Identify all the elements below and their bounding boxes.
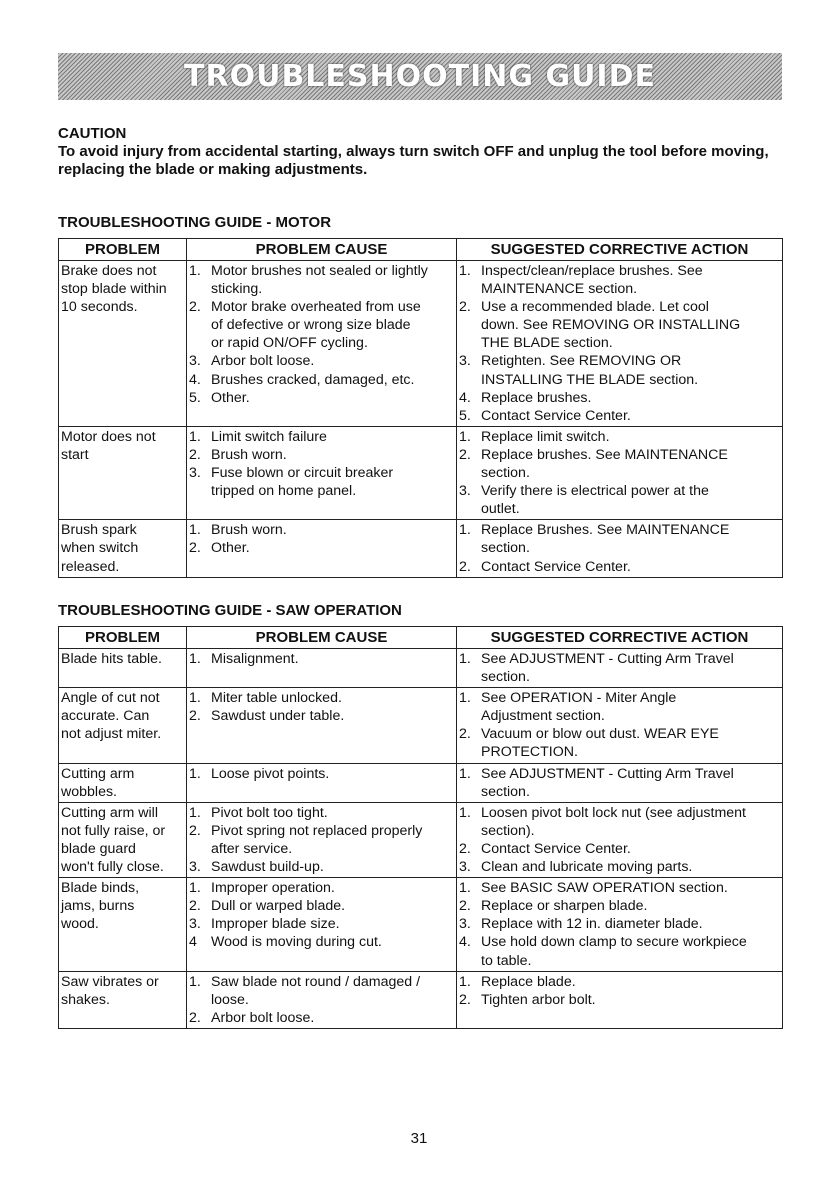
item-number: 1. — [459, 690, 471, 707]
cause-cell — [187, 520, 457, 577]
table-row — [59, 878, 783, 971]
problem-cell: Saw vibrates or shakes. — [59, 971, 187, 1028]
item-number: 2. — [189, 898, 201, 915]
action-list — [459, 804, 782, 876]
item-number: 1. — [459, 651, 471, 667]
item-text: See OPERATION - Miter Angle Adjustment section. — [481, 690, 677, 725]
action-cell — [457, 649, 783, 688]
table-row — [59, 802, 783, 877]
list-item — [459, 689, 782, 725]
cause-cell — [187, 261, 457, 427]
list-item — [459, 482, 782, 518]
item-number: 3. — [459, 483, 471, 500]
header-problem-cause: PROBLEM CAUSE — [187, 627, 457, 649]
action-cell — [457, 878, 783, 971]
item-number: 4 — [189, 934, 197, 951]
header-problem: PROBLEM — [59, 627, 187, 649]
motor-table — [58, 238, 783, 578]
problem-cell: Blade binds, jams, burns wood. — [59, 878, 187, 971]
item-number: 1. — [189, 880, 201, 897]
item-text: Loose pivot points. — [211, 765, 330, 782]
item-text: Vacuum or blow out dust. WEAR EYE PROTECTION. — [481, 726, 719, 761]
item-number: 1. — [459, 428, 471, 445]
cause-list — [189, 973, 456, 1027]
item-number: 3. — [189, 353, 201, 370]
cause-cell — [187, 802, 457, 877]
caution-label: CAUTION — [58, 125, 127, 142]
item-number: 2. — [459, 991, 471, 1008]
problem-cell: Angle of cut not accurate. Can not adjust miter. — [59, 688, 187, 763]
problem-cell: Cutting arm will not fully raise, or blade guard won't fully close. — [59, 802, 187, 877]
table-row — [59, 426, 783, 519]
table-row — [59, 763, 783, 802]
list-item — [459, 879, 782, 897]
item-text: Misalignment. — [211, 651, 299, 667]
item-text: Clean and lubricate moving parts. — [481, 859, 693, 876]
item-text: Replace brushes. See MAINTENANCE section. — [481, 446, 728, 482]
item-number: 2. — [189, 299, 201, 316]
item-text: Sawdust under table. — [211, 708, 345, 725]
item-text: Arbor bolt loose. — [211, 353, 315, 370]
list-item — [189, 1009, 456, 1027]
item-text: Improper blade size. — [211, 916, 340, 933]
problem-cell: Brush spark when switch released. — [59, 520, 187, 577]
item-number: 5. — [189, 389, 201, 406]
item-text: Contact Service Center. — [481, 407, 631, 424]
list-item — [189, 822, 456, 858]
item-number: 3. — [189, 859, 201, 876]
item-number: 1. — [459, 765, 471, 782]
problem-cell: Motor does not start — [59, 426, 187, 519]
item-text: Tighten arbor bolt. — [481, 991, 596, 1008]
list-item — [459, 389, 782, 407]
item-text: Motor brushes not sealed or lightly sticking. — [211, 263, 428, 298]
item-text: Motor brake overheated from use of defective or wrong size blade or rapid ON/OFF cycling. — [211, 299, 421, 352]
list-item — [189, 804, 456, 822]
item-text: Use hold down clamp to secure workpiece to table. — [481, 934, 747, 969]
item-number: 2. — [189, 822, 201, 839]
list-item — [189, 298, 456, 352]
action-cell — [457, 520, 783, 577]
item-number: 1. — [459, 522, 471, 539]
list-item — [189, 352, 456, 370]
list-item — [459, 558, 782, 576]
item-number: 1. — [189, 804, 201, 821]
list-item — [189, 464, 456, 500]
list-item — [459, 298, 782, 352]
action-cell — [457, 971, 783, 1028]
table-row — [59, 688, 783, 763]
list-item — [189, 933, 456, 951]
item-text: Miter table unlocked. — [211, 690, 342, 707]
list-item — [459, 446, 782, 482]
item-number: 2. — [459, 898, 471, 915]
action-list — [459, 428, 782, 518]
cause-list — [189, 804, 456, 876]
list-item — [189, 858, 456, 876]
header-corrective-action: SUGGESTED CORRECTIVE ACTION — [457, 239, 783, 261]
title-banner — [58, 53, 782, 100]
item-number: 4. — [189, 371, 201, 388]
list-item — [459, 991, 782, 1009]
list-item — [459, 262, 782, 298]
cause-list — [189, 689, 456, 725]
item-number: 2. — [189, 446, 201, 463]
list-item — [459, 858, 782, 876]
item-text: Verify there is electrical power at the outlet. — [481, 483, 709, 518]
page-title: TROUBLESHOOTING GUIDE — [184, 59, 656, 94]
list-item — [189, 262, 456, 298]
item-number: 1. — [189, 651, 201, 667]
item-text: Saw blade not round / damaged / loose. — [211, 973, 421, 1008]
cause-cell — [187, 878, 457, 971]
item-text: Inspect/clean/replace brushes. See MAINTENANCE section. — [481, 263, 703, 298]
action-list — [459, 973, 782, 1009]
list-item — [189, 915, 456, 933]
action-list — [459, 650, 782, 686]
action-cell — [457, 688, 783, 763]
item-number: 2. — [459, 558, 471, 575]
caution-block — [58, 125, 788, 179]
item-text: Dull or warped blade. — [211, 898, 346, 915]
list-item — [189, 879, 456, 897]
list-item — [459, 840, 782, 858]
motor-table-body — [59, 261, 783, 578]
item-text: Replace limit switch. — [481, 428, 610, 445]
action-list — [459, 262, 782, 425]
item-text: Replace with 12 in. diameter blade. — [481, 916, 703, 933]
item-text: Replace Brushes. See MAINTENANCE section. — [481, 522, 730, 557]
item-text: Other. — [211, 540, 250, 557]
action-list — [459, 689, 782, 761]
item-number: 1. — [459, 973, 471, 990]
item-text: Arbor bolt loose. — [211, 1009, 315, 1026]
item-number: 1. — [459, 263, 471, 279]
list-item — [189, 539, 456, 557]
action-cell — [457, 426, 783, 519]
item-number: 5. — [459, 407, 471, 424]
cause-list — [189, 428, 456, 500]
item-number: 3. — [189, 916, 201, 933]
list-item — [459, 804, 782, 840]
item-text: Limit switch failure — [211, 428, 327, 445]
item-number: 3. — [459, 353, 471, 370]
item-text: See ADJUSTMENT - Cutting Arm Travel section. — [481, 765, 734, 800]
action-cell — [457, 763, 783, 802]
item-text: Pivot bolt too tight. — [211, 804, 328, 821]
cause-cell — [187, 426, 457, 519]
list-item — [459, 725, 782, 761]
list-item — [189, 897, 456, 915]
item-number: 2. — [189, 1009, 201, 1026]
list-item — [459, 915, 782, 933]
item-number: 1. — [189, 263, 201, 279]
list-item — [459, 933, 782, 969]
item-number: 1. — [459, 804, 471, 821]
item-text: Brush worn. — [211, 446, 287, 463]
item-text: Loosen pivot bolt lock nut (see adjustment section). — [481, 804, 746, 839]
motor-section-title: TROUBLESHOOTING GUIDE - MOTOR — [58, 214, 332, 231]
list-item — [459, 650, 782, 686]
cause-list — [189, 521, 456, 557]
item-text: Wood is moving during cut. — [211, 934, 382, 951]
header-problem: PROBLEM — [59, 239, 187, 261]
cause-cell — [187, 763, 457, 802]
table-row — [59, 520, 783, 577]
item-text: See ADJUSTMENT - Cutting Arm Travel section. — [481, 651, 734, 686]
list-item — [189, 707, 456, 725]
saw-table-header — [59, 627, 783, 649]
header-problem-cause: PROBLEM CAUSE — [187, 239, 457, 261]
list-item — [189, 371, 456, 389]
item-text: Improper operation. — [211, 880, 335, 897]
action-list — [459, 765, 782, 801]
table-row — [59, 971, 783, 1028]
cause-cell — [187, 649, 457, 688]
item-text: Brushes cracked, damaged, etc. — [211, 371, 415, 388]
header-corrective-action: SUGGESTED CORRECTIVE ACTION — [457, 627, 783, 649]
list-item — [189, 689, 456, 707]
cause-list — [189, 879, 456, 951]
item-number: 2. — [189, 540, 201, 557]
caution-text: To avoid injury from accidental starting, always turn switch OFF and unplug the tool before moving, replacing the blade or making adjustments. — [58, 143, 769, 178]
table-row — [59, 649, 783, 688]
motor-table-header — [59, 239, 783, 261]
saw-table-body — [59, 649, 783, 1029]
problem-cell: Blade hits table. — [59, 649, 187, 688]
item-text: Other. — [211, 389, 250, 406]
item-number: 2. — [459, 446, 471, 463]
item-text: Contact Service Center. — [481, 558, 631, 575]
table-row — [59, 261, 783, 427]
item-text: Sawdust build-up. — [211, 859, 324, 876]
item-number: 1. — [189, 973, 201, 990]
item-text: Retighten. See REMOVING OR INSTALLING THE BLADE section. — [481, 353, 699, 388]
action-cell — [457, 802, 783, 877]
item-text: Replace brushes. — [481, 389, 592, 406]
item-text: Brush worn. — [211, 522, 287, 539]
item-number: 4. — [459, 389, 471, 406]
list-item — [459, 428, 782, 446]
list-item — [189, 428, 456, 446]
item-text: Replace or sharpen blade. — [481, 898, 648, 915]
item-text: Use a recommended blade. Let cool down. See REMOVING OR INSTALLING THE BLADE section. — [481, 299, 741, 352]
saw-section-title: TROUBLESHOOTING GUIDE - SAW OPERATION — [58, 602, 402, 619]
item-number: 1. — [189, 428, 201, 445]
list-item — [189, 973, 456, 1009]
list-item — [189, 446, 456, 464]
item-number: 2. — [459, 299, 471, 316]
action-list — [459, 521, 782, 575]
action-cell — [457, 261, 783, 427]
page-number: 31 — [410, 1130, 428, 1147]
list-item — [459, 521, 782, 557]
item-number: 1. — [459, 880, 471, 897]
cause-list — [189, 650, 456, 668]
item-number: 3. — [189, 465, 201, 482]
problem-cell: Cutting arm wobbles. — [59, 763, 187, 802]
cause-cell — [187, 688, 457, 763]
cause-list — [189, 262, 456, 407]
problem-cell: Brake does not stop blade within 10 seconds. — [59, 261, 187, 427]
cause-list — [189, 765, 456, 783]
action-list — [459, 879, 782, 969]
item-number: 3. — [459, 859, 471, 876]
list-item — [189, 521, 456, 539]
item-number: 2. — [459, 726, 471, 743]
item-text: Contact Service Center. — [481, 840, 631, 857]
list-item — [459, 765, 782, 801]
item-number: 3. — [459, 916, 471, 933]
list-item — [189, 389, 456, 407]
list-item — [189, 765, 456, 783]
item-number: 2. — [189, 708, 201, 725]
cause-cell — [187, 971, 457, 1028]
item-number: 1. — [189, 690, 201, 707]
list-item — [459, 352, 782, 388]
list-item — [189, 650, 456, 668]
item-number: 1. — [189, 522, 201, 539]
saw-table — [58, 626, 783, 1029]
item-number: 2. — [459, 840, 471, 857]
item-text: Fuse blown or circuit breaker tripped on home panel. — [211, 465, 394, 500]
item-number: 1. — [189, 765, 201, 782]
item-text: Pivot spring not replaced properly after service. — [211, 822, 423, 857]
item-text: Replace blade. — [481, 973, 576, 990]
list-item — [459, 407, 782, 425]
item-number: 4. — [459, 934, 471, 951]
item-text: See BASIC SAW OPERATION section. — [481, 880, 728, 897]
list-item — [459, 897, 782, 915]
list-item — [459, 973, 782, 991]
